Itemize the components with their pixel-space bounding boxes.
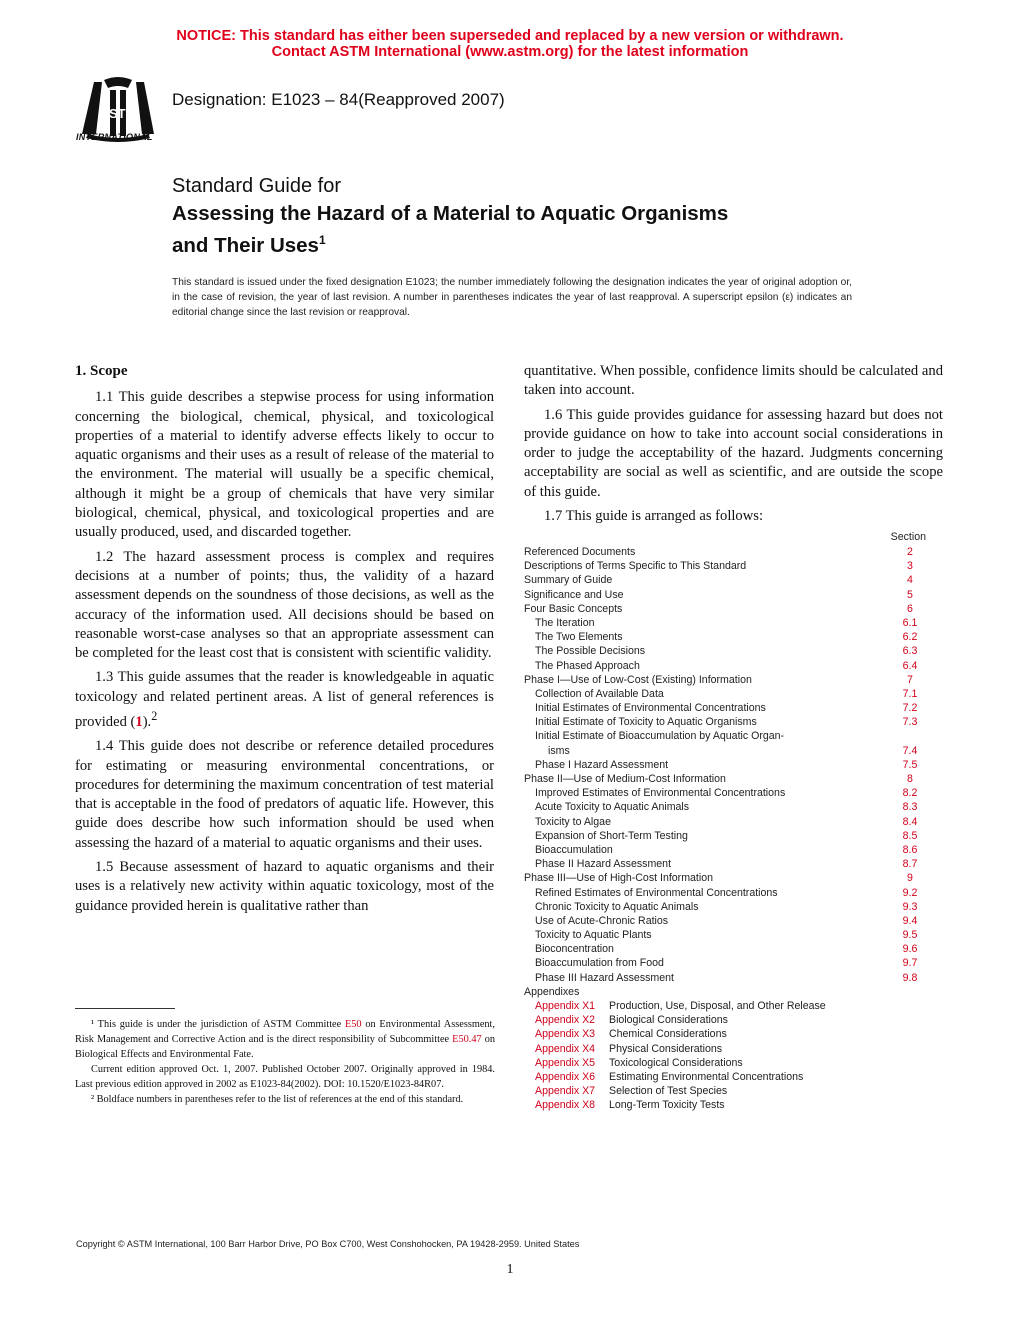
subcommittee-link[interactable]: E50.47 bbox=[452, 1034, 482, 1045]
title-line-2: Assessing the Hazard of a Material to Aquatic Organisms bbox=[172, 202, 729, 225]
toc-row[interactable] bbox=[524, 914, 926, 928]
toc-row-section-link[interactable]: 9 bbox=[907, 872, 913, 885]
toc-row[interactable] bbox=[524, 871, 926, 885]
toc-row-section-link[interactable]: 7.5 bbox=[902, 758, 918, 771]
toc-appendix-row[interactable] bbox=[524, 1042, 926, 1056]
copyright: Copyright © ASTM International, 100 Barr Harbor Drive, PO Box C700, West Conshohocken, PA 19428-2959. United States bbox=[76, 1239, 580, 1249]
toc-row[interactable] bbox=[524, 815, 926, 829]
appendix-link[interactable]: Appendix X6 bbox=[535, 1070, 596, 1083]
toc-row[interactable] bbox=[524, 886, 926, 900]
toc-row-label: The Phased Approach bbox=[535, 659, 640, 672]
footnote-1-edition: Current edition approved Oct. 1, 2007. Published October 2007. Originally approved in 1984. Last previous edition approved in 2002 as E1023-84(2002). DOI: 10.1520/E1023-84R07. bbox=[75, 1064, 495, 1090]
toc-row-label: Acute Toxicity to Aquatic Animals bbox=[535, 801, 690, 814]
toc-row-label: Phase III Hazard Assessment bbox=[535, 971, 674, 984]
toc-appendix-row[interactable] bbox=[524, 1084, 926, 1098]
toc-row-label: Collection of Available Data bbox=[535, 687, 664, 700]
toc-row-section-link[interactable]: 8.3 bbox=[902, 801, 918, 814]
toc-row-label: Toxicity to Aquatic Plants bbox=[535, 929, 652, 942]
footnote-divider bbox=[75, 1008, 175, 1009]
toc-row[interactable] bbox=[524, 644, 926, 658]
toc-row-label: Improved Estimates of Environmental Concentrations bbox=[535, 787, 786, 800]
toc-row-section-link[interactable]: 7.1 bbox=[902, 687, 918, 700]
paragraph-1-5: 1.5 Because assessment of hazard to aquatic organisms and their uses is a relatively new activity within aquatic toxicology, most of the guidance provided herein is qualitative rather than bbox=[75, 858, 494, 914]
toc-row-label: The Iteration bbox=[535, 616, 595, 629]
toc-row[interactable] bbox=[524, 616, 926, 630]
title-footnote-mark: 1 bbox=[318, 233, 326, 247]
toc-row-label: isms bbox=[548, 744, 570, 757]
paragraph-1-6: 1.6 This guide provides guidance for assessing hazard but does not provide guidance on how to take into account social considerations in order to judge the acceptability of the hazard. Judgments concerning acceptability are social as well as scientific, and are outside the scope of this guide. bbox=[524, 406, 943, 500]
toc-row-section-link[interactable]: 8.6 bbox=[902, 843, 918, 856]
toc-row-section-link[interactable]: 9.7 bbox=[902, 957, 918, 970]
toc-row-label: The Two Elements bbox=[535, 631, 623, 644]
toc-row-label: Significance and Use bbox=[524, 588, 624, 601]
toc-appendix-row[interactable] bbox=[524, 1056, 926, 1070]
toc-row-label: Summary of Guide bbox=[524, 574, 613, 587]
toc-row-label: Refined Estimates of Environmental Concentrations bbox=[535, 886, 778, 899]
toc-row-section-link[interactable]: 5 bbox=[907, 588, 913, 601]
toc-row-label: Chronic Toxicity to Aquatic Animals bbox=[535, 900, 699, 913]
toc-row-label: The Possible Decisions bbox=[535, 645, 646, 658]
table-of-contents bbox=[524, 530, 926, 1113]
toc-section-header: Section bbox=[890, 531, 926, 543]
toc-row-label: Phase II Hazard Assessment bbox=[535, 858, 672, 871]
scope-heading: 1. Scope bbox=[75, 363, 128, 379]
document-title bbox=[172, 201, 872, 259]
toc-row-label: Initial Estimate of Toxicity to Aquatic Organisms bbox=[535, 716, 757, 729]
footnote-1: ¹ This guide is under the jurisdiction of ASTM Committee E50 on Environmental Assessment, Risk Management and Corrective Action and is the direct responsibility of Subcommittee E50.47 on Biological Effects and Environmental Fate. bbox=[75, 1019, 495, 1060]
toc-row-section-link[interactable]: 6.2 bbox=[902, 631, 918, 644]
toc-row-section-link[interactable]: 8 bbox=[907, 773, 913, 785]
toc-row[interactable] bbox=[524, 843, 926, 857]
appendix-label: Long-Term Toxicity Tests bbox=[609, 1099, 725, 1112]
appendix-label: Production, Use, Disposal, and Other Release bbox=[609, 1000, 826, 1012]
toc-row-section-link[interactable]: 6.4 bbox=[902, 659, 918, 672]
toc-row-label: Bioaccumulation from Food bbox=[535, 957, 664, 970]
toc-row[interactable] bbox=[524, 857, 926, 871]
toc-row[interactable] bbox=[524, 800, 926, 814]
designation: Designation: E1023 – 84(Reapproved 2007) bbox=[172, 90, 505, 109]
toc-row-label: Phase III—Use of High-Cost Information bbox=[524, 872, 714, 885]
toc-appendix-row[interactable] bbox=[524, 1070, 926, 1084]
notice-line-1: NOTICE: This standard has either been superseded and replaced by a new version or withdrawn. bbox=[176, 28, 844, 44]
notice-line-2: Contact ASTM International (www.astm.org) for the latest information bbox=[271, 44, 749, 60]
toc-row-label: Four Basic Concepts bbox=[524, 602, 623, 615]
paragraph-1-5-continued: quantitative. When possible, confidence limits should be calculated and taken into account. bbox=[524, 363, 943, 399]
toc-row[interactable] bbox=[524, 687, 926, 701]
appendix-link[interactable]: Appendix X8 bbox=[535, 1099, 596, 1112]
toc-row-section-link[interactable]: 8.7 bbox=[902, 858, 918, 871]
paragraph-1-2: 1.2 The hazard assessment process is complex and requires decisions at a number of points; thus, the validity of a hazard assessment depends on the soundness of those decisions, as well as the accuracy of the information used. All decisions should be based on reasonable worst-case analyses so that an appropriate assessment can be completed for the least cost that is consistent with scientific validity. bbox=[75, 548, 494, 662]
toc-row-section-link[interactable]: 9.3 bbox=[902, 900, 918, 913]
title-line-3: and Their Uses bbox=[172, 233, 319, 257]
reference-link[interactable]: 1 bbox=[135, 713, 143, 730]
toc-row-section-link[interactable]: 9.4 bbox=[902, 914, 918, 927]
toc-row-label: Use of Acute-Chronic Ratios bbox=[535, 914, 669, 927]
appendix-label: Estimating Environmental Concentrations bbox=[609, 1070, 804, 1083]
toc-row[interactable] bbox=[524, 659, 926, 673]
paragraph-1-7: 1.7 This guide is arranged as follows: bbox=[544, 508, 764, 525]
toc-appendix-row[interactable] bbox=[524, 1013, 926, 1027]
toc-row-section-link[interactable]: 7.3 bbox=[902, 716, 918, 729]
appendix-link[interactable]: Appendix X4 bbox=[535, 1042, 596, 1055]
toc-row[interactable] bbox=[524, 758, 926, 772]
footnotes bbox=[75, 1017, 495, 1107]
toc-row-section-link[interactable]: 7.2 bbox=[902, 702, 918, 715]
toc-row-section-link[interactable]: 4 bbox=[907, 574, 913, 587]
toc-row-label: Phase I Hazard Assessment bbox=[535, 758, 669, 771]
toc-row-section-link[interactable]: 9.2 bbox=[902, 886, 918, 899]
toc-row-section-link[interactable]: 6.1 bbox=[902, 616, 918, 629]
toc-row-label: Initial Estimates of Environmental Concentrations bbox=[535, 702, 766, 715]
toc-row[interactable] bbox=[524, 971, 926, 985]
toc-row[interactable] bbox=[524, 573, 926, 587]
page-number: 1 bbox=[506, 1262, 514, 1277]
toc-row[interactable] bbox=[524, 900, 926, 914]
toc-row[interactable] bbox=[524, 942, 926, 956]
toc-row-label: Referenced Documents bbox=[524, 546, 636, 558]
toc-row-section-link[interactable]: 6 bbox=[907, 602, 913, 615]
toc-row[interactable] bbox=[524, 928, 926, 942]
toc-row[interactable] bbox=[524, 829, 926, 843]
appendix-link[interactable]: Appendix X3 bbox=[535, 1028, 596, 1041]
toc-row[interactable] bbox=[524, 588, 926, 602]
toc-row[interactable] bbox=[524, 772, 926, 786]
left-column bbox=[75, 362, 494, 921]
toc-row-section-link[interactable]: 6.3 bbox=[902, 645, 918, 658]
toc-row[interactable] bbox=[524, 744, 926, 758]
toc-row[interactable] bbox=[524, 701, 926, 715]
toc-row-section-link[interactable]: 8.2 bbox=[902, 787, 918, 800]
toc-row-section-link[interactable]: 9.5 bbox=[902, 929, 918, 942]
footnote-2: ² Boldface numbers in parentheses refer to the list of references at the end of this standard. bbox=[91, 1094, 464, 1105]
toc-row[interactable] bbox=[524, 630, 926, 644]
appendix-link[interactable]: Appendix X2 bbox=[535, 1014, 596, 1027]
appendix-label: Selection of Test Species bbox=[609, 1085, 728, 1098]
committee-link[interactable]: E50 bbox=[344, 1019, 362, 1030]
right-column bbox=[524, 362, 943, 531]
appendix-link[interactable]: Appendix X5 bbox=[535, 1056, 596, 1069]
toc-row-section-link[interactable]: 8.4 bbox=[902, 815, 918, 828]
paragraph-1-4: 1.4 This guide does not describe or reference detailed procedures for estimating or measuring environmental concentrations, or procedures for determining the maximum concentration of test material that is acceptable in the food of predators of aquatic life. However, this guide does describe how such information should be used when assessing the hazard of a material to aquatic organisms and their uses. bbox=[75, 738, 494, 851]
paragraph-1-1: 1.1 This guide describes a stepwise process for using information concerning the biological, chemical, physical, and toxicological properties of a material to identify adverse effects likely to occur to aquatic organisms and their uses as a result of release of the material to the environment. The material will usually be a specific chemical, although it might be a group of chemicals that have very similar biological, chemical, physical, and toxicological properties and are usually produced, used, and discarded together. bbox=[75, 389, 494, 541]
toc-appendix-row[interactable] bbox=[524, 999, 926, 1013]
toc-row-label: Bioaccumulation bbox=[535, 843, 613, 856]
toc-row[interactable] bbox=[524, 786, 926, 800]
toc-row-label: Bioconcentration bbox=[535, 943, 614, 956]
appendix-label: Toxicological Considerations bbox=[609, 1056, 743, 1069]
toc-row-section-link[interactable]: 2 bbox=[907, 546, 913, 558]
toc-row-section-link[interactable]: 9.8 bbox=[902, 971, 918, 984]
toc-row[interactable] bbox=[524, 673, 926, 687]
toc-row-section-link[interactable]: 7.4 bbox=[902, 744, 918, 757]
toc-row-label: Appendixes bbox=[524, 985, 580, 998]
toc-row-section-link[interactable]: 9.6 bbox=[902, 943, 918, 956]
logo-wordmark: INTERNATIONAL bbox=[76, 132, 153, 142]
toc-row-section-link[interactable]: 8.5 bbox=[902, 829, 918, 842]
footnote-ref-2[interactable]: 2 bbox=[151, 709, 158, 724]
appendix-label: Physical Considerations bbox=[609, 1042, 723, 1055]
toc-appendix-row[interactable] bbox=[524, 1098, 926, 1112]
toc-row[interactable] bbox=[524, 956, 926, 970]
appendix-label: Chemical Considerations bbox=[609, 1028, 727, 1041]
toc-row[interactable] bbox=[524, 545, 926, 559]
toc-row-label: Phase I—Use of Low-Cost (Existing) Information bbox=[524, 673, 752, 686]
appendix-label: Biological Considerations bbox=[609, 1014, 728, 1027]
toc-row[interactable] bbox=[524, 559, 926, 573]
toc-row-label: Descriptions of Terms Specific to This Standard bbox=[524, 560, 747, 573]
toc-appendix-row[interactable] bbox=[524, 1027, 926, 1041]
issuance-note: This standard is issued under the fixed designation E1023; the number immediately following the designation indicates the year of original adoption or, in the case of revision, the year of last revision. A number in parentheses indicates the year of last reapproval. A superscript epsilon (ε) indicates an editorial change since the last revision or reapproval. bbox=[172, 277, 852, 318]
title-line-1: Standard Guide for bbox=[172, 175, 341, 197]
toc-row[interactable] bbox=[524, 715, 926, 729]
toc-row-label: Expansion of Short-Term Testing bbox=[535, 829, 688, 842]
appendix-link[interactable]: Appendix X7 bbox=[535, 1085, 596, 1098]
logo-letters: ASTM bbox=[99, 106, 137, 121]
toc-row-section-link[interactable]: 3 bbox=[907, 560, 913, 573]
appendix-link[interactable]: Appendix X1 bbox=[535, 1000, 596, 1012]
toc-row-section-link[interactable]: 7 bbox=[907, 673, 913, 686]
toc-row-label: Phase II—Use of Medium-Cost Information bbox=[524, 773, 726, 785]
toc-row-label: Initial Estimate of Bioaccumulation by Aquatic Organ- bbox=[535, 730, 785, 743]
paragraph-1-3: 1.3 This guide assumes that the reader is knowledgeable in aquatic toxicology and related pertinent areas. A list of general references is provided (1).$^2$ bbox=[75, 669, 494, 730]
toc-row[interactable] bbox=[524, 729, 926, 743]
toc-row-label: Toxicity to Algae bbox=[535, 815, 611, 828]
toc-row[interactable] bbox=[524, 985, 926, 999]
toc-row[interactable] bbox=[524, 602, 926, 616]
